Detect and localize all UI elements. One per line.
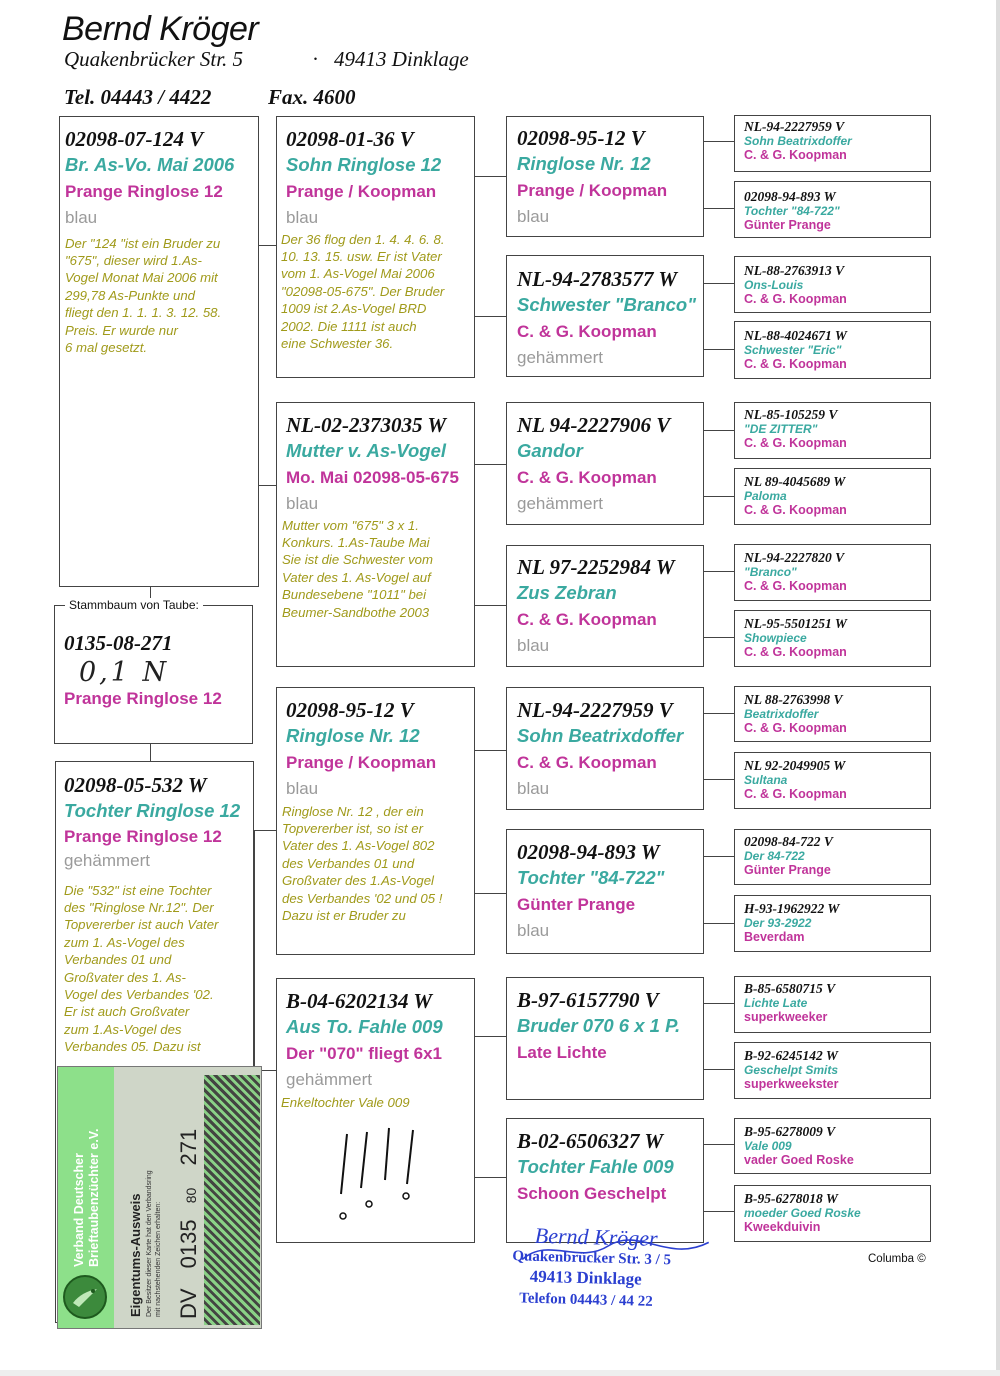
subject-caption: Stammbaum von Taube:: [65, 598, 203, 612]
grandparent-owner: Prange / Koopman: [286, 182, 437, 202]
grandparent-ring: 02098-95-12 V: [286, 698, 414, 722]
breeder-phone: Tel. 04443 / 4422: [64, 85, 212, 109]
card-pattern-strip: [204, 1075, 260, 1325]
gg-grandparent-owner: Beverdam: [744, 930, 805, 944]
grandparent-box: [276, 687, 475, 955]
gg-grandparent-owner: superkweeker: [744, 1010, 828, 1024]
gg-grandparent-ring: NL-85-105259 V: [744, 407, 838, 422]
father-box: [59, 116, 259, 587]
breeder-fax: Fax. 4600: [268, 85, 356, 109]
gg-grandparent-owner: Kweekduivin: [744, 1220, 821, 1234]
card-ring-number: [176, 1129, 204, 1319]
great-grandparent-owner: Günter Prange: [517, 895, 636, 915]
father-color: blau: [65, 207, 98, 227]
grandparent-note: Enkeltochter Vale 009: [281, 1094, 410, 1110]
breeder-stamp: [507, 1223, 729, 1315]
grandparent-ring: NL-02-2373035 W: [286, 413, 447, 437]
gg-grandparent-box: [734, 468, 931, 525]
card-number: 271: [176, 1128, 201, 1166]
gg-grandparent-name: "Branco": [744, 565, 797, 579]
great-grandparent-box: [506, 545, 704, 667]
gg-grandparent-name: Geschelpt Smits: [744, 1063, 839, 1077]
gg-grandparent-owner: C. & G. Koopman: [744, 357, 847, 371]
gg-grandparent-box: [734, 752, 931, 809]
grandparent-color: gehämmert: [286, 1069, 372, 1089]
gg-grandparent-box: [734, 1185, 931, 1242]
great-grandparent-ring: NL 97-2252984 W: [517, 555, 675, 579]
stamp-street: Quakenbrücker Str. 3 / 5: [512, 1248, 672, 1269]
great-grandparent-box: [506, 977, 704, 1100]
mother-name: Tochter Ringlose 12: [64, 800, 241, 822]
great-grandparent-owner: Schoon Geschelpt: [517, 1184, 667, 1204]
card-fine-print-2: mit nachstehenden Zeichen erhalten:: [155, 1201, 162, 1317]
gg-grandparent-name: Vale 009: [744, 1139, 792, 1153]
gg-grandparent-ring: NL 88-2763998 V: [744, 692, 843, 707]
gg-grandparent-owner: vader Goed Roske: [744, 1153, 854, 1167]
grandparent-name: Sohn Ringlose 12: [286, 154, 442, 176]
great-grandparent-ring: 02098-94-893 W: [517, 840, 660, 864]
gg-grandparent-name: Paloma: [744, 489, 787, 503]
gg-grandparent-ring: 02098-94-893 W: [744, 189, 836, 204]
gg-grandparent-box: [734, 1118, 931, 1174]
card-prefix: DV: [176, 1288, 201, 1319]
gg-grandparent-owner: Günter Prange: [744, 863, 831, 877]
grandparent-note: Ringlose Nr. 12 , der ein Topvererber ist, so ist er Vater des 1. As-Vogel 802 des Verbandes 01 und Großvater des 1.As-Vogel des Verbandes '02 und 05 ! Dazu ist er Bruder zu: [282, 803, 443, 923]
mother-ring: 02098-05-532 W: [64, 773, 207, 797]
grandparent-color: blau: [286, 493, 319, 513]
card-org-line1: Verband Deutscher: [72, 1153, 86, 1267]
gg-grandparent-box: [734, 402, 931, 459]
gg-grandparent-name: Beatrixdoffer: [744, 707, 819, 721]
great-grandparent-color: blau: [517, 635, 550, 655]
grandparent-ring: B-04-6202134 W: [286, 989, 433, 1013]
gg-grandparent-owner: C. & G. Koopman: [744, 721, 847, 735]
grandparent-name: Mutter v. As-Vogel: [286, 440, 447, 462]
grandparent-note: Der 36 flog den 1. 4. 4. 6. 8. 10. 13. 15. usw. Er ist Vater vom 1. As-Vogel Mai 2006 "02098-05-675". Der Bruder 1009 ist 2.As-Vogel BRD 2002. Die 1111 ist auch eine Schwester 36.: [281, 231, 445, 351]
great-grandparent-box: [506, 255, 704, 377]
card-logo: [63, 1275, 107, 1319]
great-grandparent-ring: NL 94-2227906 V: [517, 413, 671, 437]
gg-grandparent-box: [734, 976, 931, 1033]
gg-grandparent-name: Der 93-2922: [744, 916, 812, 930]
gg-grandparent-owner: Günter Prange: [744, 218, 831, 232]
stamp-phone: Telefon 04443 / 44 22: [518, 1290, 653, 1310]
great-grandparent-owner: Prange / Koopman: [517, 181, 668, 201]
signature-scribble: [518, 1229, 719, 1274]
mother-note: Die "532" ist eine Tochter des "Ringlose Nr.12". Der Topvererber ist auch Vater zum 1. As-Vogel des Verbandes 01 und Großvater des 1. As- Vogel des Verbandes '02. Er ist auch Großvater zum 1.As-Vogel des Verbandes 05. Dazu ist: [64, 882, 219, 1055]
gg-grandparent-name: Der 84-722: [744, 849, 805, 863]
gg-grandparent-owner: C. & G. Koopman: [744, 645, 847, 659]
great-grandparent-color: gehämmert: [517, 493, 603, 513]
great-grandparent-name: Ringlose Nr. 12: [517, 153, 651, 175]
great-grandparent-color: gehämmert: [517, 347, 603, 367]
gg-grandparent-ring: NL-88-2763913 V: [744, 263, 845, 278]
father-name: Br. As-Vo. Mai 2006: [65, 154, 235, 176]
ownership-card: [57, 1066, 262, 1329]
gg-grandparent-name: "DE ZITTER": [744, 422, 818, 436]
gg-grandparent-name: Lichte Late: [744, 996, 808, 1010]
card-title: Eigentums-Ausweis: [128, 1193, 143, 1317]
card-year: 80: [183, 1187, 199, 1204]
gg-grandparent-name: moeder Goed Roske: [744, 1206, 861, 1220]
gg-grandparent-owner: C. & G. Koopman: [744, 148, 847, 162]
gg-grandparent-ring: H-93-1962922 W: [744, 901, 840, 916]
grandparent-box: [276, 978, 475, 1243]
gg-grandparent-owner: C. & G. Koopman: [744, 579, 847, 593]
gg-grandparent-ring: NL-94-2227959 V: [744, 119, 845, 134]
father-ring: 02098-07-124 V: [65, 127, 204, 151]
great-grandparent-owner: C. & G. Koopman: [517, 468, 657, 488]
grandparent-color: blau: [286, 778, 319, 798]
great-grandparent-ring: B-02-6506327 W: [517, 1129, 664, 1153]
gg-grandparent-owner: C. & G. Koopman: [744, 503, 847, 517]
great-grandparent-name: Tochter "84-722": [517, 867, 665, 889]
great-grandparent-ring: B-97-6157790 V: [517, 988, 659, 1012]
gg-grandparent-name: Sultana: [744, 773, 788, 787]
subject-box: [54, 605, 253, 744]
great-grandparent-owner: Late Lichte: [517, 1043, 607, 1063]
grandparent-owner: Mo. Mai 02098-05-675: [286, 468, 459, 488]
great-grandparent-box: [506, 402, 704, 525]
card-club: 0135: [176, 1219, 201, 1269]
subject-handwritten: 0,1 N: [79, 657, 170, 689]
handwritten-marks: [327, 1124, 437, 1234]
great-grandparent-ring: NL-94-2783577 W: [517, 267, 678, 291]
subject-owner: Prange Ringlose 12: [64, 689, 222, 709]
gg-grandparent-owner: superkweekster: [744, 1077, 839, 1091]
great-grandparent-ring: 02098-95-12 V: [517, 126, 645, 150]
gg-grandparent-box: [734, 1042, 931, 1099]
gg-grandparent-owner: C. & G. Koopman: [744, 787, 847, 801]
father-owner: Prange Ringlose 12: [65, 182, 223, 202]
great-grandparent-color: blau: [517, 206, 550, 226]
gg-grandparent-ring: B-95-6278009 V: [744, 1124, 836, 1139]
breeder-name: Bernd Kröger: [62, 10, 259, 48]
gg-grandparent-name: Ons-Louis: [744, 278, 804, 292]
great-grandparent-name: Zus Zebran: [517, 582, 617, 604]
gg-grandparent-name: Schwester "Eric": [744, 343, 842, 357]
great-grandparent-name: Tochter Fahle 009: [517, 1156, 674, 1178]
stamp-name: Bernd Kröger: [534, 1222, 658, 1252]
great-grandparent-box: [506, 829, 704, 954]
gg-grandparent-name: Showpiece: [744, 631, 807, 645]
breeder-street: Quakenbrücker Str. 5: [64, 47, 244, 71]
gg-grandparent-ring: NL-94-2227820 V: [744, 550, 845, 565]
scan-right-edge: [996, 0, 1000, 1376]
great-grandparent-name: Bruder 070 6 x 1 P.: [517, 1015, 681, 1037]
great-grandparent-color: blau: [517, 778, 550, 798]
gg-grandparent-ring: B-92-6245142 W: [744, 1048, 838, 1063]
gg-grandparent-box: [734, 256, 931, 313]
great-grandparent-color: blau: [517, 920, 550, 940]
brand-label: Columba ©: [868, 1253, 926, 1265]
gg-grandparent-box: [734, 115, 931, 172]
great-grandparent-name: Gandor: [517, 440, 583, 462]
grandparent-box: [276, 402, 475, 667]
gg-grandparent-ring: NL 92-2049905 W: [744, 758, 846, 773]
mother-color: gehämmert: [64, 850, 150, 870]
great-grandparent-owner: C. & G. Koopman: [517, 753, 657, 773]
gg-grandparent-owner: C. & G. Koopman: [744, 292, 847, 306]
grandparent-name: Aus To. Fahle 009: [286, 1016, 443, 1038]
gg-grandparent-box: [734, 895, 931, 952]
gg-grandparent-box: [734, 829, 931, 885]
address-separator: ·: [312, 47, 319, 71]
gg-grandparent-ring: B-95-6278018 W: [744, 1191, 838, 1206]
gg-grandparent-ring: NL-95-5501251 W: [744, 616, 847, 631]
stamp-city: 49413 Dinklage: [529, 1266, 642, 1289]
great-grandparent-name: Schwester "Branco": [517, 294, 696, 316]
grandparent-owner: Prange / Koopman: [286, 753, 437, 773]
subject-ring: 0135-08-271: [64, 631, 173, 655]
gg-grandparent-box: [734, 686, 931, 742]
gg-grandparent-ring: NL-88-4024671 W: [744, 328, 847, 343]
grandparent-owner: Der "070" fliegt 6x1: [286, 1044, 442, 1064]
gg-grandparent-name: Sohn Beatrixdoffer: [744, 134, 852, 148]
card-org-line2: Brieftaubenzüchter e.V.: [87, 1128, 101, 1267]
great-grandparent-name: Sohn Beatrixdoffer: [517, 725, 684, 747]
gg-grandparent-box: [734, 181, 931, 238]
great-grandparent-box: [506, 116, 704, 237]
gg-grandparent-ring: NL 89-4045689 W: [744, 474, 846, 489]
breeder-city: 49413 Dinklage: [334, 47, 469, 71]
grandparent-note: Mutter vom "675" 3 x 1. Konkurs. 1.As-Taube Mai Sie ist die Schwester vom Vater des 1. As-Vogel auf Bundesebene "1011" bei Beumer-Sandbothe 2003: [282, 517, 433, 620]
gg-grandparent-ring: 02098-84-722 V: [744, 834, 833, 849]
pigeon-icon: [65, 1277, 105, 1317]
card-fine-print-1: Der Besitzer dieser Karte hat den Verbandsring: [146, 1170, 153, 1317]
mother-owner: Prange Ringlose 12: [64, 827, 222, 847]
gg-grandparent-name: Tochter "84-722": [744, 204, 840, 218]
great-grandparent-box: [506, 687, 704, 810]
grandparent-ring: 02098-01-36 V: [286, 127, 414, 151]
scan-bottom-edge: [0, 1370, 1000, 1376]
great-grandparent-owner: C. & G. Koopman: [517, 610, 657, 630]
gg-grandparent-box: [734, 321, 931, 379]
grandparent-name: Ringlose Nr. 12: [286, 725, 420, 747]
great-grandparent-owner: C. & G. Koopman: [517, 322, 657, 342]
gg-grandparent-box: [734, 544, 931, 601]
gg-grandparent-owner: C. & G. Koopman: [744, 436, 847, 450]
great-grandparent-ring: NL-94-2227959 V: [517, 698, 673, 722]
father-note: Der "124 "ist ein Bruder zu "675", dieser wird 1.As- Vogel Monat Mai 2006 mit 299,78 As-Punkte und fliegt den 1. 1. 1. 3. 12. 58. Preis. Er wurde nur 6 mal gesetzt.: [65, 235, 222, 355]
grandparent-color: blau: [286, 207, 319, 227]
gg-grandparent-box: [734, 610, 931, 667]
card-org: [72, 1077, 102, 1267]
gg-grandparent-ring: B-85-6580715 V: [744, 981, 836, 996]
grandparent-box: [276, 116, 475, 378]
